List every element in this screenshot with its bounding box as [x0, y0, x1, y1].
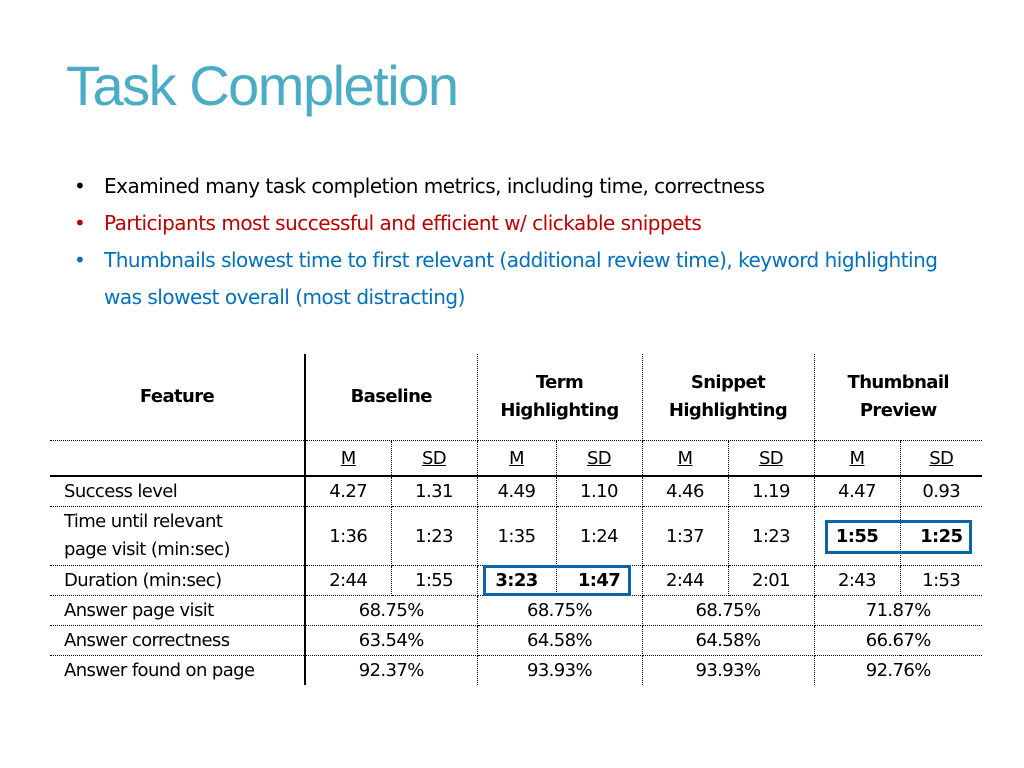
bullet-list — [74, 168, 974, 316]
row-label: Answer correctness — [50, 626, 305, 656]
group-header-baseline — [305, 354, 477, 441]
row-label-line2: page visit (min:sec) — [64, 539, 230, 560]
group-header-term-highlighting — [477, 354, 642, 441]
subheader-m: M — [642, 441, 728, 477]
table-cell: 93.93% — [477, 656, 642, 686]
row-label — [50, 507, 305, 566]
bullet-text: Participants most successful and efficient w/ clickable snippets — [104, 211, 702, 235]
bullet-item — [74, 205, 974, 242]
table-cell: 2:01 — [728, 566, 814, 596]
table-cell: 92.76% — [865, 660, 931, 681]
bullet-dot-icon: • — [74, 174, 86, 198]
row-label: Answer page visit — [50, 596, 305, 626]
table-cell: 2:43 — [814, 566, 900, 596]
highlighted-cell: 1:47 — [556, 566, 642, 596]
table-row-time-until-relevant — [50, 507, 982, 566]
table-cell: 1:23 — [728, 507, 814, 566]
table-cell: 93.93% — [642, 656, 814, 686]
table-cell: 1:24 — [556, 507, 642, 566]
table-cell: 1.10 — [556, 476, 642, 507]
table-cell: 1:35 — [477, 507, 556, 566]
subheader-sd: SD — [391, 441, 477, 477]
group-header-line1: Thumbnail — [847, 372, 949, 393]
results-table — [50, 354, 982, 685]
group-header-line1: Snippet — [690, 372, 766, 393]
row-label: Success level — [50, 476, 305, 507]
group-header-line2: Preview — [859, 400, 937, 421]
table-cell: 4.49 — [477, 476, 556, 507]
bullet-dot-icon: • — [74, 211, 86, 235]
table-cell: 68.75% — [642, 596, 814, 626]
table-cell: 68.75% — [305, 596, 477, 626]
table-row-answer-page-visit — [50, 596, 982, 626]
table-cell: 1:53 — [900, 566, 982, 596]
table-row-answer-found — [50, 656, 982, 686]
table-row-answer-correctness — [50, 626, 982, 656]
subheader-empty — [50, 441, 305, 477]
bullet-item — [74, 168, 974, 205]
table-cell: 2:44 — [642, 566, 728, 596]
row-label: Duration (min:sec) — [50, 566, 305, 596]
group-header-line2: Highlighting — [500, 400, 619, 421]
table-cell: 1:23 — [391, 507, 477, 566]
highlighted-cell: 1:55 — [814, 507, 900, 566]
highlighted-cell: 1:25 — [900, 507, 982, 566]
table-cell: 68.75% — [477, 596, 642, 626]
table-cell: 2:44 — [305, 566, 391, 596]
bullet-text: Examined many task completion metrics, including time, correctness — [104, 174, 765, 198]
table-cell: 63.54% — [305, 626, 477, 656]
table-cell: 71.87% — [814, 596, 982, 626]
row-label-line1: Time until relevant — [64, 511, 223, 532]
table-cell: 1:55 — [391, 566, 477, 596]
subheader-sd: SD — [728, 441, 814, 477]
feature-header: Feature — [50, 354, 305, 441]
table-cell: 1:36 — [305, 507, 391, 566]
table-cell: 4.46 — [642, 476, 728, 507]
group-header-line2: Highlighting — [668, 400, 788, 421]
group-header-snippet-highlighting — [642, 354, 814, 441]
subheader-m: M — [814, 441, 900, 477]
subheader-m: M — [477, 441, 556, 477]
table-row-success-level — [50, 476, 982, 507]
subheader-row — [50, 441, 982, 477]
group-header-line1: Term — [535, 372, 584, 393]
bullet-text: Thumbnails slowest time to first relevant (additional review time), keyword highlighting was slowest overall (most distracting) — [104, 248, 938, 309]
table-cell: 1:37 — [642, 507, 728, 566]
table-cell: 1.19 — [728, 476, 814, 507]
subheader-sd: SD — [900, 441, 982, 477]
table-cell: 64.58% — [477, 626, 642, 656]
table-cell: 64.58% — [642, 626, 814, 656]
subheader-sd: SD — [556, 441, 642, 477]
bullet-item — [74, 242, 974, 316]
row-label: Answer found on page — [50, 656, 305, 686]
group-header-thumbnail-preview — [814, 354, 982, 441]
table-cell: 4.27 — [305, 476, 391, 507]
table-cell: 92.37% — [305, 656, 477, 686]
highlighted-cell: 3:23 — [477, 566, 556, 596]
table-row-duration — [50, 566, 982, 596]
group-header-line1: Baseline — [350, 386, 432, 407]
table-cell: 1.31 — [391, 476, 477, 507]
slide-title: Task Completion — [66, 54, 458, 117]
table-cell: 66.67% — [814, 626, 982, 656]
subheader-m: M — [305, 441, 391, 477]
table-cell: 0.93 — [900, 476, 982, 507]
bullet-dot-icon: • — [74, 248, 86, 272]
table-cell: 4.47 — [814, 476, 900, 507]
